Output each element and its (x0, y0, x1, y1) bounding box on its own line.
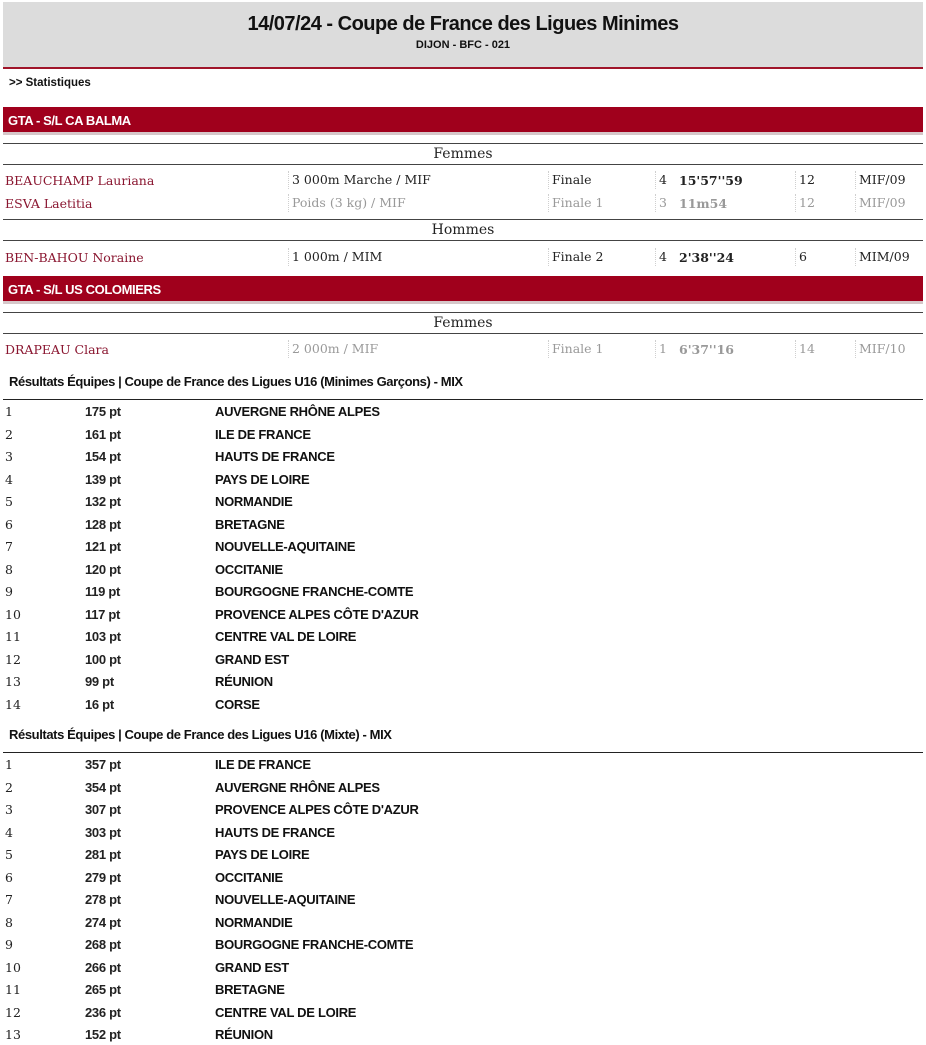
team-rank: 13 (5, 1027, 21, 1042)
team-points: 120 pt (85, 561, 121, 577)
result-row (3, 169, 923, 191)
divider (3, 399, 923, 400)
team-rank: 8 (5, 561, 13, 577)
team-rank: 10 (5, 606, 21, 622)
category-cell: MIF/10 (855, 340, 906, 358)
team-row (3, 581, 603, 603)
team-row (3, 799, 603, 821)
team-row (3, 559, 603, 581)
group-header: Femmes (3, 143, 923, 165)
team-points: 154 pt (85, 449, 121, 464)
team-points: 357 pt (85, 757, 121, 772)
team-name: CENTRE VAL DE LOIRE (215, 629, 357, 644)
team-row (3, 754, 603, 776)
team-rank: 9 (5, 584, 13, 599)
team-results-title: Résultats Équipes | Coupe de France des Ligues U16 (Mixte) - MIX (9, 727, 392, 742)
team-row (3, 867, 603, 889)
team-name: PROVENCE ALPES CÔTE D'AZUR (215, 606, 419, 622)
team-points: 307 pt (85, 802, 121, 817)
team-rank: 4 (5, 824, 13, 840)
team-points: 175 pt (85, 404, 121, 419)
team-name: RÉUNION (215, 674, 273, 689)
team-points: 236 pt (85, 1004, 121, 1020)
category-cell: MIM/09 (855, 248, 910, 266)
place-cell: 4 (655, 248, 667, 266)
points-cell: 12 (795, 194, 815, 212)
event-cell: Poids (3 kg) / MIF (288, 194, 406, 212)
team-row (3, 1002, 603, 1024)
team-name: BRETAGNE (215, 982, 285, 997)
event-cell: 1 000m / MIM (288, 248, 382, 266)
team-points: 128 pt (85, 516, 121, 532)
team-name: CORSE (215, 696, 260, 712)
team-points: 16 pt (85, 696, 114, 712)
team-name: OCCITANIE (215, 869, 283, 885)
team-points: 100 pt (85, 651, 121, 667)
team-rank: 11 (5, 982, 21, 997)
team-row (3, 424, 603, 446)
athlete-link[interactable]: BEN-BAHOU Noraine (5, 250, 144, 265)
team-points: 139 pt (85, 471, 121, 487)
team-rank: 12 (5, 1004, 21, 1020)
team-row (3, 469, 603, 491)
team-row (3, 401, 603, 423)
team-name: GRAND EST (215, 651, 289, 667)
points-cell: 12 (795, 171, 815, 189)
team-points: 268 pt (85, 937, 121, 952)
team-points: 119 pt (85, 584, 121, 599)
performance-cell: 6'37''16 (679, 342, 734, 357)
event-cell: 2 000m / MIF (288, 340, 378, 358)
team-rank: 7 (5, 892, 13, 907)
category-cell: MIF/09 (855, 171, 906, 189)
team-rank: 10 (5, 959, 21, 975)
team-row (3, 649, 603, 671)
team-row (3, 514, 603, 536)
team-points: 278 pt (85, 892, 121, 907)
team-rank: 6 (5, 516, 13, 532)
team-points: 161 pt (85, 426, 121, 442)
result-row (3, 246, 923, 268)
statistiques-link[interactable]: >> Statistiques (9, 77, 91, 89)
team-row (3, 604, 603, 626)
team-row (3, 446, 603, 468)
performance-cell: 15'57''59 (679, 173, 743, 188)
team-points: 103 pt (85, 629, 121, 644)
group-header: Hommes (3, 219, 923, 241)
team-name: ILE DE FRANCE (215, 757, 311, 772)
team-name: HAUTS DE FRANCE (215, 449, 335, 464)
team-rank: 8 (5, 914, 13, 930)
club-header (3, 276, 923, 304)
team-name: RÉUNION (215, 1027, 273, 1042)
team-points: 266 pt (85, 959, 121, 975)
round-cell: Finale 1 (548, 340, 604, 358)
performance-cell: 11m54 (679, 196, 728, 211)
team-name: BRETAGNE (215, 516, 285, 532)
team-points: 274 pt (85, 914, 121, 930)
team-points: 281 pt (85, 847, 121, 862)
team-name: CENTRE VAL DE LOIRE (215, 1004, 357, 1020)
result-row (3, 338, 923, 360)
team-row (3, 934, 603, 956)
place-cell: 1 (655, 340, 667, 358)
team-row (3, 844, 603, 866)
event-cell: 3 000m Marche / MIF (288, 171, 431, 189)
points-cell: 14 (795, 340, 815, 358)
team-name: BOURGOGNE FRANCHE-COMTE (215, 937, 414, 952)
team-points: 132 pt (85, 494, 121, 509)
page-title: 14/07/24 - Coupe de France des Ligues Minimes (247, 13, 679, 35)
place-cell: 4 (655, 171, 667, 189)
team-name: NORMANDIE (215, 494, 293, 509)
team-row (3, 1024, 603, 1045)
team-row (3, 777, 603, 799)
team-row (3, 491, 603, 513)
team-points: 99 pt (85, 674, 114, 689)
category-cell: MIF/09 (855, 194, 906, 212)
team-name: NORMANDIE (215, 914, 293, 930)
team-row (3, 536, 603, 558)
points-cell: 6 (795, 248, 807, 266)
team-points: 303 pt (85, 824, 121, 840)
athlete-link[interactable]: BEAUCHAMP Lauriana (5, 173, 155, 188)
team-name: NOUVELLE-AQUITAINE (215, 892, 356, 907)
team-rank: 1 (5, 404, 13, 419)
team-rank: 3 (5, 802, 13, 817)
team-rank: 12 (5, 651, 21, 667)
team-name: PAYS DE LOIRE (215, 847, 310, 862)
team-name: AUVERGNE RHÔNE ALPES (215, 404, 380, 419)
team-rank: 2 (5, 779, 13, 795)
team-rank: 3 (5, 449, 13, 464)
team-rank: 14 (5, 696, 21, 712)
result-row (3, 192, 923, 214)
team-name: NOUVELLE-AQUITAINE (215, 539, 356, 554)
round-cell: Finale 2 (548, 248, 604, 266)
team-row (3, 979, 603, 1001)
team-name: PAYS DE LOIRE (215, 471, 310, 487)
team-rank: 4 (5, 471, 13, 487)
round-cell: Finale 1 (548, 194, 604, 212)
team-name: PROVENCE ALPES CÔTE D'AZUR (215, 802, 419, 817)
athlete-link[interactable]: ESVA Laetitia (5, 196, 93, 211)
team-points: 152 pt (85, 1027, 121, 1042)
team-points: 121 pt (85, 539, 121, 554)
team-name: AUVERGNE RHÔNE ALPES (215, 779, 380, 795)
team-name: GRAND EST (215, 959, 289, 975)
club-name: GTA - S/L US COLOMIERS (8, 282, 161, 297)
team-rank: 5 (5, 494, 13, 509)
team-row (3, 912, 603, 934)
team-row (3, 626, 603, 648)
club-header (3, 107, 923, 135)
team-name: OCCITANIE (215, 561, 283, 577)
divider (3, 752, 923, 753)
place-cell: 3 (655, 194, 667, 212)
team-rank: 5 (5, 847, 13, 862)
team-rank: 1 (5, 757, 13, 772)
team-points: 279 pt (85, 869, 121, 885)
team-rank: 9 (5, 937, 13, 952)
page-header (3, 2, 923, 69)
team-name: HAUTS DE FRANCE (215, 824, 335, 840)
team-rank: 13 (5, 674, 21, 689)
athlete-link[interactable]: DRAPEAU Clara (5, 342, 109, 357)
team-row (3, 694, 603, 716)
team-rank: 2 (5, 426, 13, 442)
team-points: 354 pt (85, 779, 121, 795)
team-points: 117 pt (85, 606, 121, 622)
team-name: BOURGOGNE FRANCHE-COMTE (215, 584, 414, 599)
team-row (3, 671, 603, 693)
team-row (3, 957, 603, 979)
team-rank: 7 (5, 539, 13, 554)
team-results-title: Résultats Équipes | Coupe de France des Ligues U16 (Minimes Garçons) - MIX (9, 374, 463, 389)
team-row (3, 889, 603, 911)
performance-cell: 2'38''24 (679, 250, 734, 265)
club-name: GTA - S/L CA BALMA (8, 113, 131, 128)
team-row (3, 822, 603, 844)
page-subtitle: DIJON - BFC - 021 (415, 39, 511, 51)
team-rank: 6 (5, 869, 13, 885)
team-name: ILE DE FRANCE (215, 426, 311, 442)
team-points: 265 pt (85, 982, 121, 997)
round-cell: Finale (548, 171, 592, 189)
group-header: Femmes (3, 312, 923, 334)
team-rank: 11 (5, 629, 21, 644)
